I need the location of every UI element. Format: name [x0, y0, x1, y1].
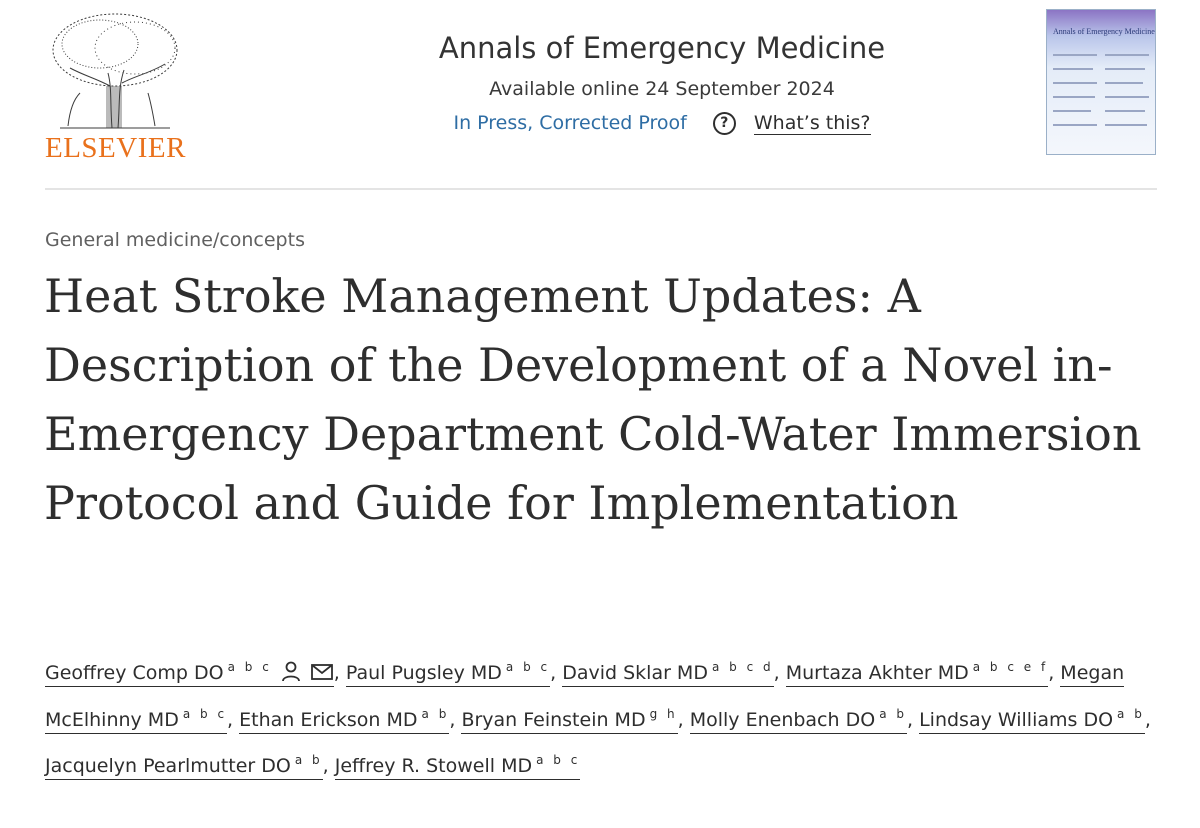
author-name: Murtaza Akhter MD [785, 662, 969, 684]
available-online-date: Available online 24 September 2024 [489, 78, 835, 100]
author-link[interactable] [461, 706, 678, 734]
author-link[interactable] [919, 706, 1145, 734]
journal-cover[interactable] [1046, 9, 1156, 155]
author-name: Jeffrey R. Stowell MD [334, 755, 533, 777]
help-icon[interactable]: ? [713, 112, 736, 135]
article-status-link[interactable]: In Press, Corrected Proof [453, 112, 687, 134]
elsevier-wordmark: ELSEVIER [45, 132, 186, 164]
author-name: Paul Pugsley MD [345, 662, 502, 684]
author-affiliations: a b [1117, 706, 1145, 721]
elsevier-logo[interactable] [40, 8, 190, 163]
author-name: David Sklar MD [562, 662, 708, 684]
author-affiliations: a b [421, 706, 450, 721]
author-link[interactable] [45, 662, 334, 687]
author-name: Bryan Feinstein MD [461, 708, 646, 731]
article-status-row [300, 110, 1024, 136]
author-name: Jacquelyn Pearlmutter DO [45, 755, 291, 777]
author-link[interactable] [335, 755, 581, 780]
author-name: Lindsay Williams DO [919, 708, 1114, 731]
author-link[interactable] [689, 706, 907, 734]
author-name: Megan McElhinny MD [45, 662, 1125, 731]
author-affiliations: g h [649, 706, 678, 721]
journal-masthead [300, 28, 1024, 136]
author-affiliations: a b c [182, 706, 228, 721]
article-category: General medicine/concepts [45, 229, 305, 251]
author-link[interactable] [45, 755, 323, 780]
author-link[interactable] [562, 662, 773, 687]
author-link[interactable] [786, 662, 1049, 687]
author-affiliations: a b [294, 753, 323, 767]
author-affiliations: a b c [536, 753, 581, 767]
author-affiliations: a b c [505, 660, 551, 674]
author-list: Geoffrey Comp DO $^{a b c}$ , Paul Pugsley MD $^{a b c}$, David Sklar MD $^{a b c d}$, Murtaza Akhter MD $^{a b c e f}$, Megan McElhinny MD $^{a b c}$, Ethan Erickson MD $^{a b}$, Bryan Feinstein MD $^{g h}$, Molly Enenbach DO $^{a b}$, Lindsay Williams DO $^{a b}$, Jacquelyn Pearlmutter DO $^{a b}$, Jeffrey R. Stowell MD $^{a b c}$ [45, 647, 1165, 787]
author-affiliations: a b c d [711, 660, 774, 674]
author-affiliations: a b [879, 706, 907, 721]
author-affiliations: a b c e f [972, 660, 1049, 674]
author-name: Molly Enenbach DO [689, 708, 876, 731]
person-icon[interactable] [280, 660, 302, 682]
author-name: Geoffrey Comp DO [45, 662, 224, 684]
author-name: Ethan Erickson MD [239, 708, 418, 731]
author-affiliations: a b c [227, 660, 272, 674]
article-title: Heat Stroke Management Updates: A Description of the Development of a Novel in-Emergency Department Cold-Water Immersion Protocol and Guide for Implementation [44, 269, 1142, 530]
author-link[interactable] [239, 706, 450, 734]
cover-journal-title: Annals of Emergency Medicine [1053, 27, 1155, 36]
author-link[interactable] [346, 662, 550, 687]
whats-this-link[interactable]: What’s this? [753, 111, 871, 134]
elsevier-tree-logo [40, 8, 190, 133]
header-divider [45, 188, 1157, 190]
journal-title[interactable]: Annals of Emergency Medicine [438, 31, 886, 65]
mail-icon[interactable] [310, 662, 334, 682]
